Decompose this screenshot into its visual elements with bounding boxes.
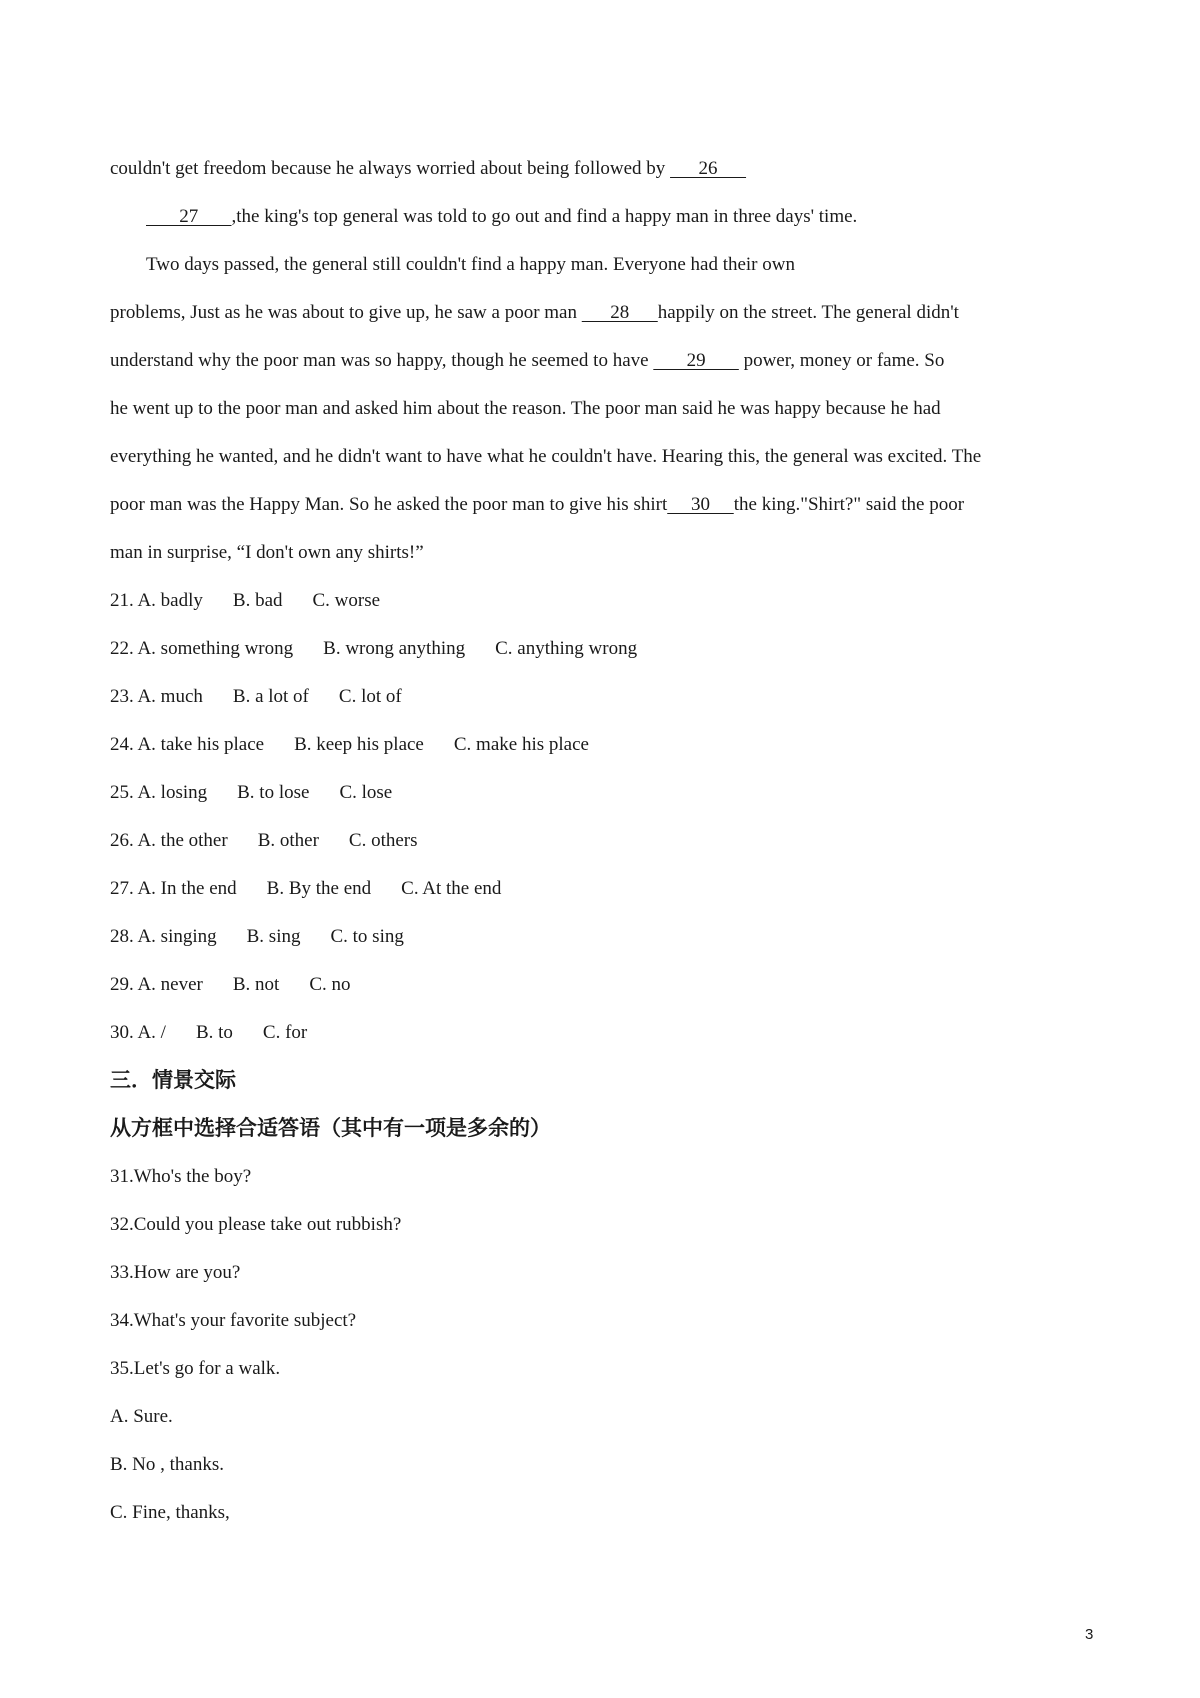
section-title: 三．情景交际 bbox=[110, 1068, 236, 1092]
option-a: 26. A. the other bbox=[110, 830, 228, 851]
option-a: 22. A. something wrong bbox=[110, 638, 294, 659]
question-25 bbox=[110, 781, 392, 805]
passage-line-3 bbox=[146, 253, 795, 277]
option-b: B. to bbox=[195, 1022, 233, 1043]
option-a: 25. A. losing bbox=[110, 782, 208, 803]
option-c: C. worse bbox=[312, 590, 381, 611]
passage-line-7 bbox=[110, 445, 981, 469]
option-b: B. to lose bbox=[237, 782, 310, 803]
passage-text: the king."Shirt?" said the poor bbox=[733, 494, 965, 515]
option-c: C. lose bbox=[339, 782, 393, 803]
passage-line-9 bbox=[110, 541, 424, 565]
dialog-32: 32.Could you please take out rubbish? bbox=[110, 1214, 402, 1235]
passage-text: understand why the poor man was so happy, though he seemed to have bbox=[110, 350, 654, 371]
option-a: 23. A. much bbox=[110, 686, 203, 707]
option-c: C. At the end bbox=[401, 878, 502, 899]
dialog-35: 35.Let's go for a walk. bbox=[110, 1358, 281, 1379]
question-26 bbox=[110, 829, 418, 853]
blank-28: 28 bbox=[581, 302, 658, 323]
passage-text: man in surprise, “I don't own any shirts!” bbox=[110, 542, 424, 563]
option-c: C. no bbox=[309, 974, 351, 995]
question-28 bbox=[110, 925, 404, 949]
option-b: B. a lot of bbox=[232, 686, 309, 707]
option-b: B. not bbox=[232, 974, 280, 995]
option-b: B. wrong anything bbox=[323, 638, 466, 659]
passage-text: power, money or fame. So bbox=[738, 350, 945, 371]
passage-text: he went up to the poor man and asked him about the reason. The poor man said he was happy because he had bbox=[110, 398, 941, 419]
option-c: C. anything wrong bbox=[495, 638, 638, 659]
question-22 bbox=[110, 637, 637, 661]
question-27 bbox=[110, 877, 501, 901]
passage-text: Two days passed, the general still couldn't find a happy man. Everyone had their own bbox=[146, 254, 795, 275]
answer-c: C. Fine, thanks, bbox=[110, 1502, 230, 1523]
option-c: C. others bbox=[348, 830, 418, 851]
option-c: C. for bbox=[262, 1022, 308, 1043]
passage-line-2 bbox=[146, 205, 857, 229]
passage-line-1 bbox=[110, 157, 746, 181]
option-a: 29. A. never bbox=[110, 974, 203, 995]
answer-b: B. No , thanks. bbox=[110, 1454, 224, 1475]
option-b: B. By the end bbox=[266, 878, 372, 899]
blank-30: 30 bbox=[667, 494, 734, 515]
option-c: C. lot of bbox=[338, 686, 402, 707]
passage-text: happily on the street. The general didn't bbox=[657, 302, 959, 323]
question-29 bbox=[110, 973, 351, 997]
section-instruction: 从方框中选择合适答语（其中有一项是多余的） bbox=[110, 1116, 551, 1140]
passage-text: couldn't get freedom because he always worried about being followed by bbox=[110, 158, 671, 179]
passage-text: ,the king's top general was told to go out and find a happy man in three days' time. bbox=[231, 206, 858, 227]
option-a: 24. A. take his place bbox=[110, 734, 265, 755]
passage-line-6 bbox=[110, 397, 941, 421]
passage-text: poor man was the Happy Man. So he asked the poor man to give his shirt bbox=[110, 494, 668, 515]
blank-26: 26 bbox=[670, 158, 747, 179]
dialog-31: 31.Who's the boy? bbox=[110, 1166, 252, 1187]
option-a: 21. A. badly bbox=[110, 590, 203, 611]
option-b: B. bad bbox=[232, 590, 283, 611]
passage-line-4 bbox=[110, 301, 959, 325]
blank-27: 27 bbox=[146, 206, 232, 227]
option-b: B. keep his place bbox=[294, 734, 424, 755]
option-b: B. sing bbox=[246, 926, 301, 947]
passage-line-5 bbox=[110, 349, 944, 373]
question-23 bbox=[110, 685, 402, 709]
passage-text: everything he wanted, and he didn't want to have what he couldn't have. Hearing this, the general was excited. The bbox=[110, 446, 982, 467]
dialog-34: 34.What's your favorite subject? bbox=[110, 1310, 357, 1331]
page-number: 3 bbox=[1085, 1626, 1094, 1643]
question-24 bbox=[110, 733, 589, 757]
option-c: C. make his place bbox=[453, 734, 589, 755]
question-21 bbox=[110, 589, 380, 613]
blank-29: 29 bbox=[653, 350, 739, 371]
dialog-33: 33.How are you? bbox=[110, 1262, 241, 1283]
passage-line-8 bbox=[110, 493, 964, 517]
passage-text: problems, Just as he was about to give up, he saw a poor man bbox=[110, 302, 582, 323]
option-a: 28. A. singing bbox=[110, 926, 217, 947]
answer-a: A. Sure. bbox=[110, 1406, 173, 1427]
option-a: 27. A. In the end bbox=[110, 878, 237, 899]
option-c: C. to sing bbox=[330, 926, 404, 947]
option-b: B. other bbox=[257, 830, 319, 851]
option-a: 30. A. / bbox=[110, 1022, 166, 1043]
question-30 bbox=[110, 1021, 307, 1045]
